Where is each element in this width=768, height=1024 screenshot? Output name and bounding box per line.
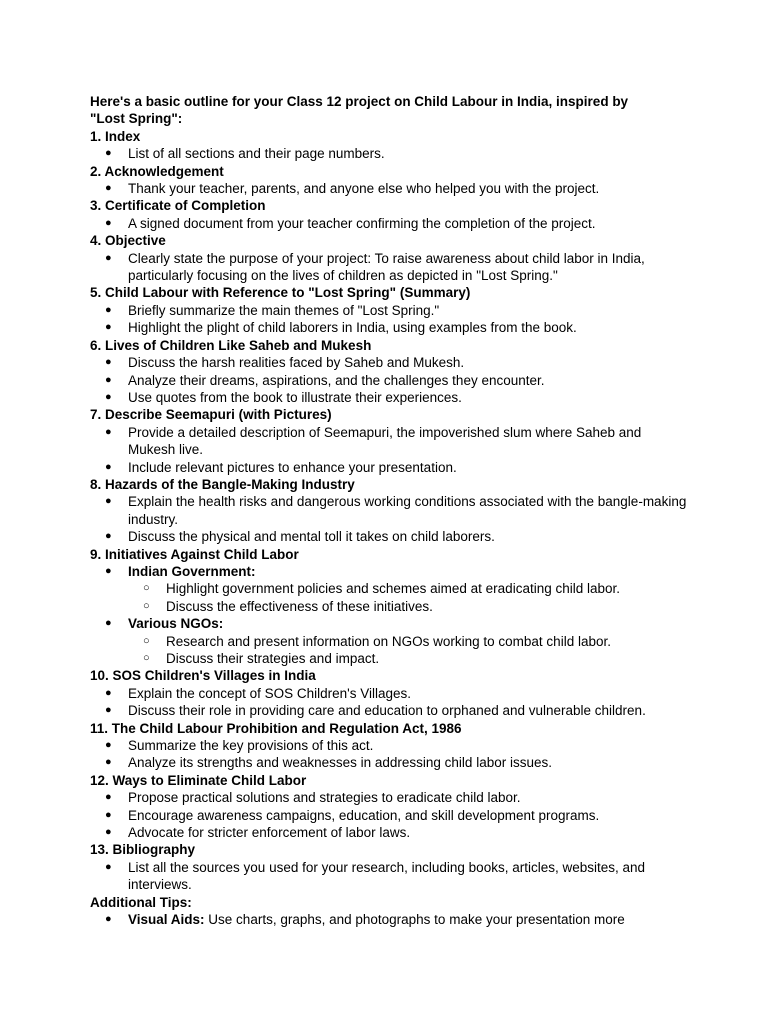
outline-section (90, 476, 690, 546)
list-item (90, 685, 690, 702)
list-item-text: Highlight the plight of child laborers in India, using examples from the book. (128, 320, 577, 336)
list-item (90, 650, 690, 667)
list-item (90, 215, 690, 232)
section-title: 13. Bibliography (90, 842, 196, 858)
list-item-text: Highlight government policies and schemes aimed at eradicating child labor. (166, 581, 621, 597)
list-item-text: Research and present information on NGOs working to combat child labor. (166, 633, 611, 649)
outline-section (90, 841, 690, 893)
outline-section (90, 197, 690, 232)
bullet-marker: ● (105, 564, 112, 577)
group-label: Indian Government: (128, 563, 256, 579)
list-item (90, 754, 690, 771)
list-item-text: Explain the health risks and dangerous working conditions associated with the bangle-making industry. (128, 494, 687, 527)
list-item-text: A signed document from your teacher confirming the completion of the project. (128, 215, 596, 231)
list-item (90, 528, 690, 545)
section-title: 10. SOS Children's Villages in India (90, 668, 316, 684)
outline-section (90, 406, 690, 476)
intro-text: Here's a basic outline for your Class 12 project on Child Labour in India, inspired by "Lost Spring": (90, 94, 629, 127)
bullet-marker: ● (105, 425, 112, 438)
bullet-marker: ● (105, 739, 112, 752)
bullet-marker: ○ (143, 582, 150, 595)
list-item-text: Discuss the harsh realities faced by Saheb and Mukesh. (128, 355, 465, 371)
list-item-text: Include relevant pictures to enhance your presentation. (128, 459, 457, 475)
list-item (90, 859, 690, 894)
list-item-text: List of all sections and their page numbers. (128, 146, 385, 162)
tip-text (128, 912, 625, 927)
list-item-text: Explain the concept of SOS Children's Villages. (128, 685, 411, 701)
list-item (90, 563, 690, 580)
bullet-marker: ● (105, 321, 112, 334)
section-title: 4. Objective (90, 233, 166, 249)
list-item (90, 389, 690, 406)
bullet-marker: ● (105, 617, 112, 630)
list-item (90, 598, 690, 615)
bullet-marker: ● (105, 791, 112, 804)
bullet-marker: ● (105, 182, 112, 195)
list-item (90, 807, 690, 824)
list-item-text: Analyze its strengths and weaknesses in addressing child labor issues. (128, 755, 552, 771)
list-item-text: Discuss the effectiveness of these initiatives. (166, 598, 433, 614)
list-item-text: Discuss their role in providing care and education to orphaned and vulnerable children. (128, 703, 646, 719)
list-item (90, 459, 690, 476)
list-item (90, 580, 690, 597)
list-item-text: Provide a detailed description of Seemapuri, the impoverished slum where Saheb and Mukesh live. (128, 424, 642, 458)
list-item-text: Summarize the key provisions of this act. (128, 738, 374, 754)
list-item (90, 737, 690, 754)
outline-section (90, 284, 690, 336)
section-title: 1. Index (90, 128, 141, 144)
list-item-text: Use quotes from the book to illustrate their experiences. (128, 389, 462, 405)
bullet-marker: ● (105, 756, 112, 769)
bullet-marker: ● (105, 530, 112, 543)
section-title: 2. Acknowledgement (90, 163, 224, 179)
list-item-text: Clearly state the purpose of your project: To raise awareness about child labor in India, particularly focusing on the lives of children as depicted in "Lost Spring." (128, 250, 645, 284)
list-item (90, 302, 690, 319)
tip-label: Visual Aids: (128, 912, 205, 928)
section-title: 8. Hazards of the Bangle-Making Industry (90, 476, 355, 492)
list-item-text: Propose practical solutions and strategies to eradicate child labor. (128, 790, 521, 806)
outline-sections (90, 128, 690, 894)
outline-section (90, 128, 690, 163)
outline-section (90, 232, 690, 284)
document-page (90, 93, 690, 929)
bullet-marker: ● (105, 303, 112, 316)
bullet-marker: ● (105, 826, 112, 839)
outline-section (90, 720, 690, 772)
list-item (90, 702, 690, 719)
list-item-text: Advocate for stricter enforcement of labor laws. (128, 825, 411, 841)
outline-section (90, 163, 690, 198)
list-item (90, 493, 690, 528)
outline-section (90, 546, 690, 668)
bullet-marker: ● (105, 704, 112, 717)
bullet-marker: ● (105, 495, 112, 508)
list-item (90, 145, 690, 162)
bullet-marker: ● (105, 808, 112, 821)
list-item-text: Thank your teacher, parents, and anyone else who helped you with the project. (128, 181, 600, 197)
list-item (90, 250, 690, 285)
section-title: 3. Certificate of Completion (90, 198, 266, 214)
bullet-marker: ● (105, 373, 112, 386)
list-item (90, 424, 690, 459)
list-item (90, 180, 690, 197)
bullet-marker: ● (105, 147, 112, 160)
bullet-marker: ● (105, 356, 112, 369)
list-item (90, 354, 690, 371)
list-item (90, 615, 690, 632)
bullet-marker: ● (105, 390, 112, 403)
section-title: 5. Child Labour with Reference to "Lost Spring" (Summary) (90, 285, 471, 301)
list-item-text: Analyze their dreams, aspirations, and the challenges they encounter. (128, 372, 545, 388)
bullet-marker: ● (105, 686, 112, 699)
tips-title: Additional Tips: (90, 894, 192, 910)
list-item-text: List all the sources you used for your research, including books, articles, websites, and interviews. (128, 859, 646, 893)
list-item (90, 911, 690, 928)
bullet-marker: ○ (143, 652, 150, 664)
bullet-marker: ● (105, 251, 112, 264)
list-item-text: Discuss the physical and mental toll it takes on child laborers. (128, 529, 495, 545)
additional-tips (90, 894, 690, 929)
section-title: 12. Ways to Eliminate Child Labor (90, 772, 307, 788)
bullet-marker: ● (105, 913, 112, 926)
list-item (90, 372, 690, 389)
list-item-text: Encourage awareness campaigns, education, and skill development programs. (128, 807, 600, 823)
bullet-marker: ● (105, 860, 112, 873)
list-item-text: Discuss their strategies and impact. (166, 651, 380, 666)
list-item (90, 824, 690, 841)
list-item (90, 789, 690, 806)
bullet-marker: ● (105, 460, 112, 473)
group-label: Various NGOs: (128, 616, 224, 632)
section-title: 9. Initiatives Against Child Labor (90, 546, 299, 562)
outline-section (90, 772, 690, 842)
bullet-marker: ○ (143, 599, 150, 612)
outline-section (90, 667, 690, 719)
bullet-marker: ○ (143, 634, 150, 647)
bullet-marker: ● (105, 216, 112, 229)
list-item (90, 319, 690, 336)
section-title: 6. Lives of Children Like Saheb and Mukesh (90, 337, 372, 353)
section-title: 11. The Child Labour Prohibition and Regulation Act, 1986 (90, 720, 462, 736)
list-item (90, 633, 690, 650)
list-item-text: Briefly summarize the main themes of "Lost Spring." (128, 302, 440, 318)
tip-body: Use charts, graphs, and photographs to make your presentation more (208, 912, 625, 928)
outline-section (90, 337, 690, 407)
section-title: 7. Describe Seemapuri (with Pictures) (90, 407, 332, 423)
